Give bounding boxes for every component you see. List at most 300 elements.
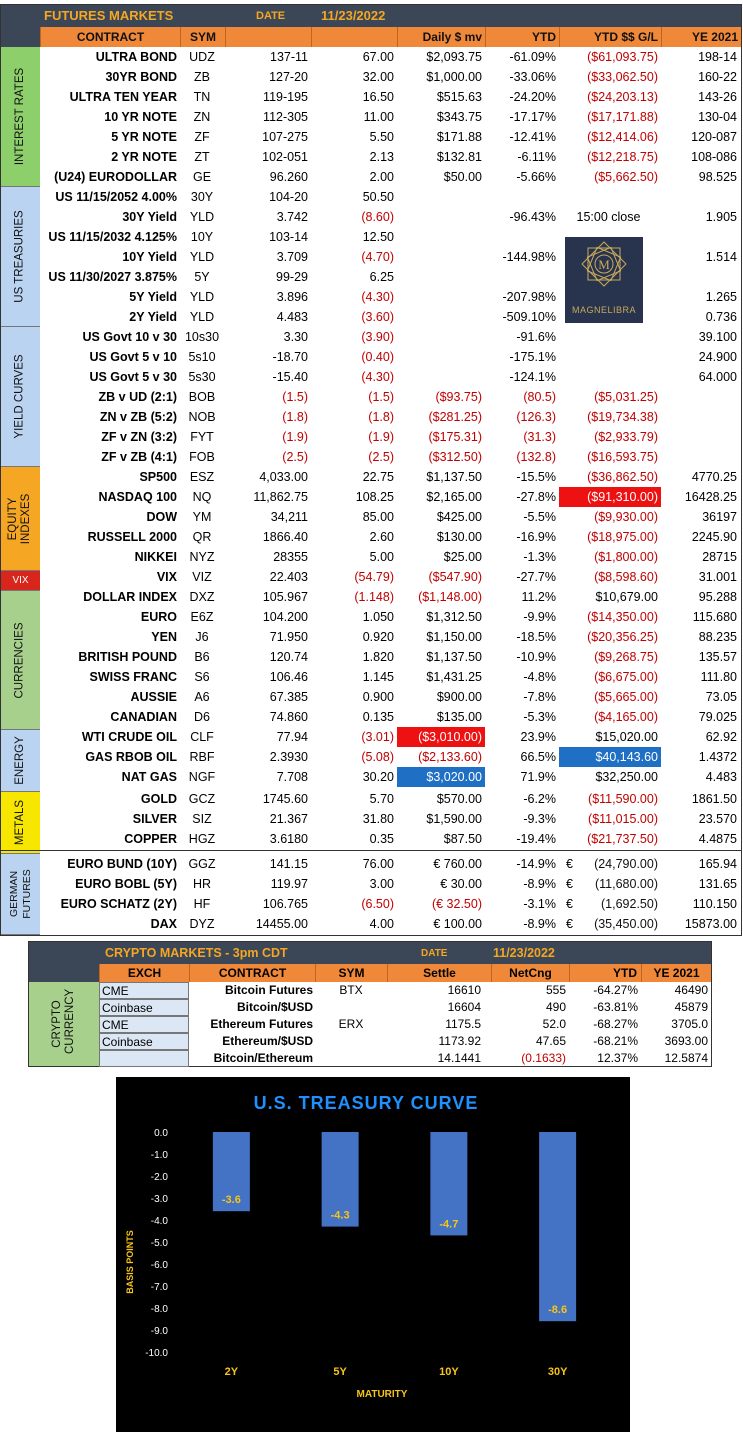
cell-sym: BOB: [188, 390, 216, 404]
table-row: [40, 427, 741, 447]
cell-chg: 22.75: [362, 470, 394, 484]
chart-title: U.S. TREASURY CURVE: [253, 1093, 479, 1113]
cell-daily-mv: $171.88: [436, 130, 482, 144]
cell-chg: 76.00: [362, 857, 394, 871]
cell-daily-mv: € 30.00: [440, 877, 482, 891]
cell-ye: 160-22: [698, 70, 737, 84]
table-row: [40, 587, 741, 607]
futures-table: [0, 4, 742, 936]
cell-ye: 16428.25: [684, 490, 737, 504]
table-row: [40, 67, 741, 87]
cell-chg: 31.80: [362, 812, 394, 826]
cell-contract: EURO BUND (10Y): [67, 857, 177, 871]
header-ytd: YTD: [485, 27, 559, 47]
cell-price: 14455.00: [255, 917, 308, 931]
cell-ytd-gl: ($11,590.00): [588, 792, 658, 806]
cell-chg: 5.00: [369, 550, 394, 564]
cell-ytd-gl: ($12,218.75): [587, 150, 658, 164]
cell-ytd-gl: ($21,737.50): [587, 832, 658, 846]
cell-daily-mv: [397, 207, 485, 227]
cell-daily-mv: $1,312.50: [426, 610, 482, 624]
table-row: [40, 467, 741, 487]
crypto-cell-settle: 16604: [447, 1000, 481, 1014]
cell-ye: 115.680: [692, 610, 737, 624]
y-tick-label: -7.0: [150, 1282, 168, 1293]
cell-daily-mv: $1,150.00: [426, 630, 482, 644]
cell-price: 120.74: [269, 650, 308, 664]
cell-ytd-gl: [559, 187, 661, 207]
cell-ye: 15873.00: [684, 917, 737, 931]
cell-daily-mv: [397, 187, 485, 207]
cell-daily-mv: $87.50: [443, 832, 482, 846]
cell-price: 141.15: [269, 857, 308, 871]
cell-chg: (2.5): [368, 450, 394, 464]
cell-sym: A6: [194, 690, 210, 704]
cell-chg: (3.60): [361, 310, 394, 324]
x-tick-30y: 30Y: [547, 1366, 568, 1378]
table-row: [40, 667, 741, 687]
cell-ytd: -96.43%: [509, 210, 556, 224]
cell-price: 112-305: [263, 110, 308, 124]
cell-ytd: -207.98%: [502, 290, 556, 304]
cell-price: 4,033.00: [259, 470, 308, 484]
cell-sym: RBF: [189, 750, 215, 764]
table-row: [40, 874, 741, 894]
cell-chg: 85.00: [362, 510, 394, 524]
cell-ytd-gl: $15,020.00: [595, 730, 658, 744]
cell-ytd: [485, 227, 559, 247]
cell-sym: YLD: [189, 250, 215, 264]
cell-contract: COPPER: [124, 832, 177, 846]
crypto-cell-sym: BTX: [339, 983, 363, 997]
crypto-header-row: [29, 964, 711, 982]
table-row: [40, 447, 741, 467]
crypto-cell-contract: Bitcoin Futures: [224, 983, 313, 997]
cell-ytd-gl: ($24,203.13): [587, 90, 658, 104]
table-row: [40, 507, 741, 527]
cell-ye: 165.94: [698, 857, 737, 871]
cell-ytd-gl: ($33,062.50): [587, 70, 658, 84]
cell-price: 107-275: [262, 130, 308, 144]
y-tick-label: -1.0: [150, 1150, 168, 1161]
table-row: [40, 894, 741, 914]
crypto-cell-contract: Ethereum/$USD: [222, 1034, 313, 1048]
cell-contract: WTI CRUDE OIL: [81, 730, 177, 744]
cell-chg: (3.90): [361, 330, 394, 344]
cell-ytd-gl: $10,679.00: [595, 590, 658, 604]
cell-chg: 1.820: [362, 650, 394, 664]
cell-contract: US 11/15/2032 4.125%: [48, 230, 177, 244]
crypto-cell-ytd: -64.27%: [593, 983, 638, 997]
section-currencies: CURRENCIES: [1, 591, 40, 730]
cell-ytd: -9.3%: [523, 812, 556, 826]
cell-sym: CLF: [190, 730, 214, 744]
crypto-cell-netchg: 52.0: [542, 1017, 566, 1031]
cell-contract: SWISS FRANC: [89, 670, 177, 684]
cell-ytd: -61.09%: [509, 50, 556, 64]
cell-chg: 0.35: [369, 832, 394, 846]
cell-contract: DAX: [150, 917, 177, 931]
cell-chg: 1.145: [362, 670, 394, 684]
cell-ytd: -18.5%: [516, 630, 556, 644]
magnelibra-logo: [565, 237, 643, 323]
cell-chg: 67.00: [362, 50, 394, 64]
cell-ye: 31.001: [698, 570, 737, 584]
table-row: [40, 147, 741, 167]
cell-ytd: -1.3%: [523, 550, 556, 564]
cell-contract: 5 YR NOTE: [111, 130, 177, 144]
crypto-cell-exch: Coinbase: [99, 999, 189, 1016]
cell-contract: VIX: [156, 570, 177, 584]
cell-price: 22.403: [269, 570, 308, 584]
cell-ye: 110.150: [692, 897, 737, 911]
cell-price: 106.46: [269, 670, 308, 684]
cell-chg: (6.50): [361, 897, 394, 911]
cell-contract: 30YR BOND: [105, 70, 177, 84]
cell-ye: 135.57: [698, 650, 737, 664]
cell-daily-mv: $130.00: [436, 530, 482, 544]
cell-price: 67.385: [269, 690, 308, 704]
cell-ytd: [485, 187, 559, 207]
header-ye: YE 2021: [661, 27, 741, 47]
cell-contract: ZN v ZB (5:2): [99, 410, 177, 424]
cell-contract: GAS RBOB OIL: [85, 750, 177, 764]
cell-daily-mv: ($1,148.00): [418, 590, 482, 604]
section-equity-indexes: EQUITY INDEXES: [1, 467, 40, 571]
crypto-title: CRYPTO MARKETS - 3pm CDT: [105, 946, 288, 960]
cell-ye: [661, 267, 741, 287]
cell-ytd: -15.5%: [516, 470, 556, 484]
cell-contract: BRITISH POUND: [78, 650, 177, 664]
cell-ytd: (31.3): [523, 430, 556, 444]
cell-price: 3.896: [276, 290, 308, 304]
cell-ytd: 23.9%: [520, 730, 556, 744]
cell-ye: 111.80: [700, 670, 737, 684]
cell-ytd: -91.6%: [516, 330, 556, 344]
cell-ytd-gl: ($9,930.00): [594, 510, 658, 524]
cell-ye: 4770.25: [691, 470, 737, 484]
crypto-cell-ye: 3705.0: [671, 1017, 708, 1031]
cell-ytd: -5.66%: [516, 170, 556, 184]
cell-sym: TN: [193, 90, 211, 104]
cell-price: 104-20: [269, 190, 308, 204]
crypto-header-ye: YE 2021: [641, 964, 711, 982]
y-tick-label: -5.0: [150, 1238, 168, 1249]
crypto-cell-netchg: 490: [545, 1000, 566, 1014]
cell-ye: 1.514: [705, 250, 737, 264]
cell-daily-mv: ($281.25): [428, 410, 482, 424]
cell-chg: 108.25: [355, 490, 394, 504]
cell-ye: 36197: [702, 510, 737, 524]
cell-sym: DYZ: [189, 917, 215, 931]
cell-price: 74.860: [269, 710, 308, 724]
cell-price: 1745.60: [262, 792, 308, 806]
cell-contract: 10 YR NOTE: [104, 110, 177, 124]
cell-daily-mv: $1,431.25: [426, 670, 482, 684]
cell-contract: CANADIAN: [110, 710, 177, 724]
cell-price: 96.260: [269, 170, 308, 184]
cell-daily-mv: $570.00: [436, 792, 482, 806]
cell-ye: 73.05: [705, 690, 737, 704]
cell-daily-mv: ($547.90): [428, 570, 482, 584]
cell-ytd-gl: [559, 367, 661, 387]
cell-chg: (1.9): [368, 430, 394, 444]
cell-ye: 143-26: [698, 90, 737, 104]
cell-contract: SP500: [139, 470, 177, 484]
cell-chg: 5.70: [369, 792, 394, 806]
cell-sym: E6Z: [190, 610, 214, 624]
cell-contract: RUSSELL 2000: [87, 530, 177, 544]
cell-sym: FYT: [190, 430, 214, 444]
cell-ytd-gl: ($5,662.50): [594, 170, 658, 184]
cell-daily-mv: $135.00: [436, 710, 482, 724]
table-row: [40, 107, 741, 127]
cell-daily-mv: $1,590.00: [426, 812, 482, 826]
crypto-cell-sym: [315, 1050, 387, 1067]
cell-ytd: -144.98%: [502, 250, 556, 264]
x-tick-10y: 10Y: [439, 1366, 459, 1378]
cell-price: 3.709: [276, 250, 308, 264]
cell-ye: 120-087: [691, 130, 737, 144]
cell-ye: 28715: [702, 550, 737, 564]
cell-chg: (8.60): [361, 210, 394, 224]
crypto-row: [99, 999, 711, 1016]
cell-ytd-gl: (35,450.00): [594, 917, 658, 931]
cell-ytd-gl: ($5,031.25): [594, 390, 658, 404]
cell-price: 3.6180: [269, 832, 308, 846]
cell-sym: 5s30: [188, 370, 216, 384]
cell-contract: SILVER: [132, 812, 177, 826]
cell-ytd: -14.9%: [516, 857, 556, 871]
y-tick-label: -9.0: [150, 1326, 168, 1337]
cell-contract: EURO BOBL (5Y): [75, 877, 177, 891]
x-axis-label: MATURITY: [356, 1389, 408, 1400]
section-metals: METALS: [1, 792, 40, 854]
cell-ytd-gl: ($2,933.79): [594, 430, 658, 444]
x-tick-5y: 5Y: [333, 1366, 347, 1378]
cell-ye: 2245.90: [691, 530, 737, 544]
table-row: [40, 407, 741, 427]
cell-ytd-gl: [559, 327, 661, 347]
cell-ye: 79.025: [698, 710, 737, 724]
cell-ytd-gl: ($91,310.00): [559, 487, 661, 507]
cell-ytd-gl: ($6,675.00): [594, 670, 658, 684]
y-tick-label: 0.0: [154, 1128, 168, 1139]
crypto-cell-exch: CME: [99, 1016, 189, 1033]
cell-ye: [661, 407, 741, 427]
cell-ye: 1.265: [705, 290, 737, 304]
cell-ytd: 11.2%: [521, 590, 556, 604]
cell-contract: ULTRA BOND: [95, 50, 177, 64]
header-ytd-gl: YTD $$ G/L: [559, 27, 661, 47]
cell-chg: (0.40): [361, 350, 394, 364]
crypto-header-netchg: NetCng: [491, 964, 569, 982]
cell-contract: ZB v UD (2:1): [98, 390, 177, 404]
cell-daily-mv: [397, 327, 485, 347]
cell-chg: (1.5): [368, 390, 394, 404]
cell-ytd-gl: (1,692.50): [601, 897, 658, 911]
y-tick-label: -4.0: [150, 1216, 168, 1227]
cell-price: (1.8): [282, 410, 308, 424]
cell-chg: (4.70): [361, 250, 394, 264]
cell-contract: US 11/30/2027 3.875%: [48, 270, 177, 284]
section-energy: ENERGY: [1, 730, 40, 792]
cell-daily-mv: [397, 287, 485, 307]
cell-daily-mv: $2,093.75: [426, 50, 482, 64]
cell-chg: 3.00: [369, 877, 394, 891]
crypto-cell-settle: 1175.5: [445, 1017, 481, 1031]
cell-chg: 30.20: [362, 770, 394, 784]
cell-contract: 30Y Yield: [122, 210, 177, 224]
cell-sym: YM: [192, 510, 212, 524]
cell-sym: ESZ: [189, 470, 215, 484]
crypto-cell-ytd: -68.27%: [593, 1017, 638, 1031]
cell-sym: YLD: [189, 290, 215, 304]
cell-price: -15.40: [272, 370, 308, 384]
crypto-header-ytd: YTD: [569, 964, 641, 982]
cell-price: 71.950: [269, 630, 308, 644]
cell-ytd: -7.8%: [523, 690, 556, 704]
table-row: [40, 647, 741, 667]
cell-sym: QR: [192, 530, 212, 544]
crypto-row: [99, 1033, 711, 1050]
cell-daily-mv: $1,000.00: [426, 70, 482, 84]
crypto-cell-contract: Bitcoin/Ethereum: [213, 1051, 313, 1065]
cell-ytd: -24.20%: [509, 90, 556, 104]
cell-ytd: -12.41%: [509, 130, 556, 144]
cell-sym: FOB: [189, 450, 215, 464]
cell-ye: [661, 427, 741, 447]
cell-sym: ZT: [194, 150, 210, 164]
cell-ye: [661, 227, 741, 247]
cell-ytd-gl: ($19,734.38): [587, 410, 658, 424]
cell-contract: ULTRA TEN YEAR: [69, 90, 177, 104]
crypto-header-contract: CONTRACT: [189, 964, 315, 982]
cell-ytd-gl: ($14,350.00): [587, 610, 658, 624]
data-label-30y: -8.6: [548, 1304, 568, 1317]
cell-ye: 131.65: [698, 877, 737, 891]
cell-chg: 1.050: [362, 610, 394, 624]
cell-daily-mv: [397, 267, 485, 287]
crypto-cell-netchg: 555: [545, 983, 566, 997]
cell-price: 1866.40: [262, 530, 308, 544]
cell-price: 102-051: [262, 150, 308, 164]
data-label-10y: -4.7: [439, 1218, 459, 1231]
cell-sym: UDZ: [189, 50, 215, 64]
cell-contract: EURO SCHATZ (2Y): [60, 897, 177, 911]
cell-daily-mv: ($93.75): [435, 390, 482, 404]
bar-30y: [539, 1132, 576, 1321]
crypto-cell-ytd: 12.37%: [597, 1051, 638, 1065]
cell-ytd: -6.11%: [517, 150, 556, 164]
cell-price: 3.742: [276, 210, 308, 224]
cell-price: 34,211: [270, 510, 308, 524]
y-tick-label: -10.0: [145, 1348, 168, 1359]
cell-daily-mv: (€ 32.50): [431, 897, 482, 911]
crypto-row: [99, 1050, 711, 1067]
cell-price: (1.5): [282, 390, 308, 404]
cell-daily-mv: $1,137.50: [426, 470, 482, 484]
section-vix: VIX: [1, 571, 40, 591]
cell-chg: 16.50: [362, 90, 394, 104]
cell-sym: NQ: [192, 490, 212, 504]
cell-ytd: -6.2%: [523, 792, 556, 806]
data-label-5y: -4.3: [330, 1209, 350, 1222]
cell-ytd: -9.9%: [523, 610, 556, 624]
cell-ytd-gl: (24,790.00): [594, 857, 658, 871]
crypto-header-sym: SYM: [315, 964, 387, 982]
cell-chg: 6.25: [369, 270, 394, 284]
table-row: [40, 127, 741, 147]
cell-price: (1.9): [282, 430, 308, 444]
euro-sign: €: [566, 857, 573, 871]
cell-contract: US Govt 5 v 10: [89, 350, 177, 364]
table-row: [40, 387, 741, 407]
table-row: [40, 727, 741, 747]
header-daily-mv: Daily $ mv: [397, 27, 485, 47]
cell-ytd-gl: ($8,598.60): [594, 570, 658, 584]
cell-ye: 198-14: [698, 50, 737, 64]
cell-daily-mv: $900.00: [436, 690, 482, 704]
treasury-curve-chart: [116, 1077, 630, 1432]
cell-ytd: -10.9%: [516, 650, 556, 664]
cell-ye: 62.92: [705, 730, 737, 744]
cell-chg: (1.8): [368, 410, 394, 424]
cell-ytd: -124.1%: [509, 370, 556, 384]
table-row: [40, 687, 741, 707]
cell-contract: NASDAQ 100: [98, 490, 177, 504]
cell-chg: 0.920: [362, 630, 394, 644]
cell-ye: 95.288: [698, 590, 737, 604]
cell-sym: ZF: [194, 130, 210, 144]
table-row: [40, 487, 741, 507]
crypto-cell-exch: Coinbase: [99, 1033, 189, 1050]
y-tick-label: -6.0: [150, 1260, 168, 1271]
cell-ytd: -4.8%: [523, 670, 556, 684]
cell-ye: 0.736: [705, 310, 737, 324]
cell-daily-mv: ($312.50): [428, 450, 482, 464]
y-tick-label: -3.0: [150, 1194, 168, 1205]
crypto-cell-sym: [315, 1033, 387, 1050]
cell-sym: NGF: [188, 770, 216, 784]
futures-date-label: DATE: [256, 10, 286, 22]
cell-chg: 50.50: [362, 190, 394, 204]
cell-daily-mv: [397, 347, 485, 367]
cell-ytd: (132.8): [516, 450, 556, 464]
table-row: [40, 187, 741, 207]
cell-contract: 2 YR NOTE: [111, 150, 177, 164]
cell-ytd: (80.5): [523, 390, 556, 404]
crypto-cell-ytd: -63.81%: [593, 1000, 638, 1014]
cell-sym: HR: [192, 877, 212, 891]
table-row: [40, 809, 741, 829]
cell-ytd-gl: ($20,356.25): [587, 630, 658, 644]
table-row: [40, 707, 741, 727]
cell-ytd: -27.8%: [516, 490, 556, 504]
cell-ye: 64.000: [698, 370, 737, 384]
cell-ye: [661, 447, 741, 467]
y-tick-label: -2.0: [150, 1172, 168, 1183]
x-tick-2y: 2Y: [224, 1366, 239, 1378]
cell-ytd: (126.3): [516, 410, 556, 424]
cell-sym: S6: [194, 670, 210, 684]
cell-ytd: -16.9%: [516, 530, 556, 544]
crypto-cell-sym: [315, 999, 387, 1016]
cell-daily-mv: $50.00: [443, 170, 482, 184]
cell-chg: (3.01): [361, 730, 394, 744]
cell-price: 77.94: [276, 730, 308, 744]
section-german-futures: GERMAN FUTURES: [1, 854, 40, 935]
